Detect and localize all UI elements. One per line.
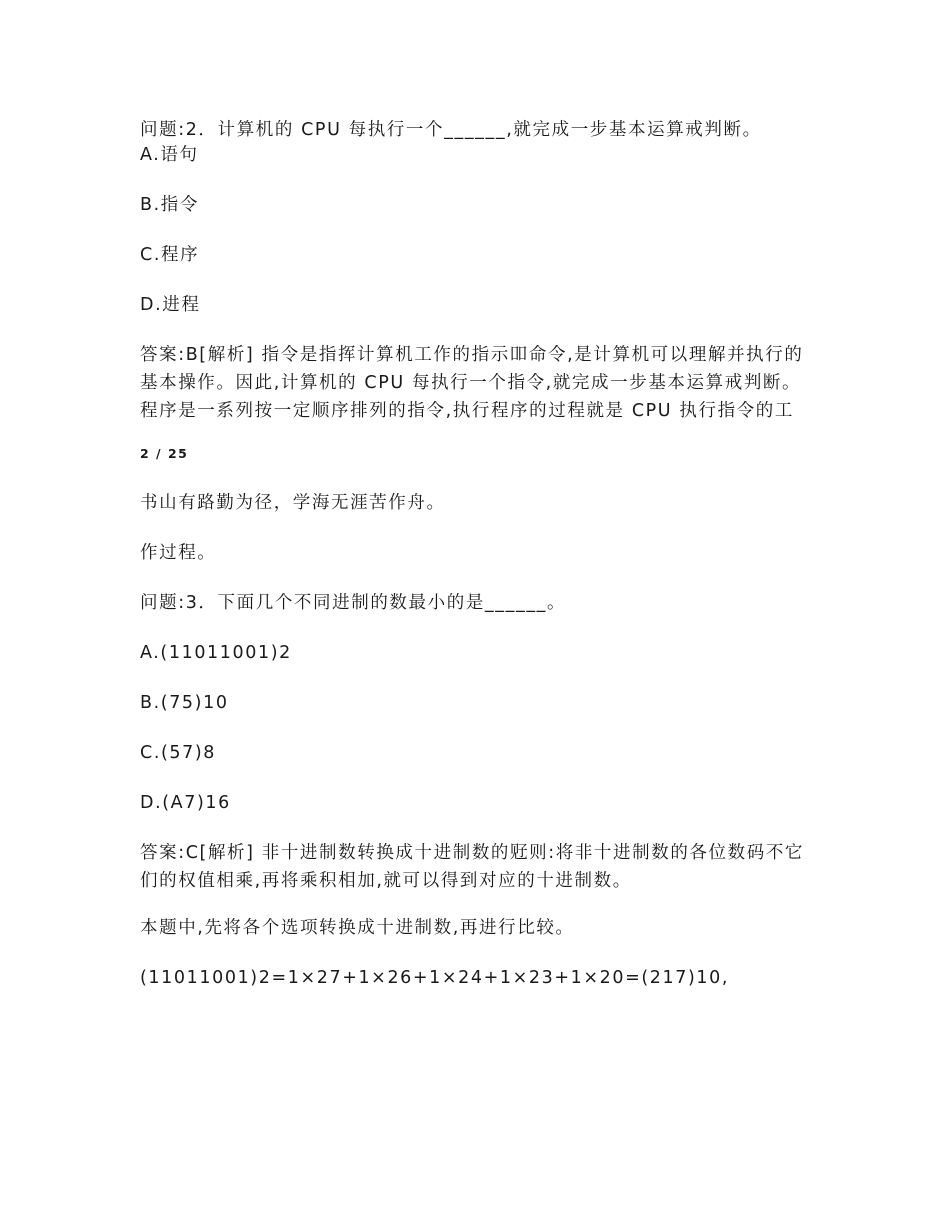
question-3-step: 本题中,先将各个选项转换成十进制数,再进行比较。 xyxy=(140,918,575,938)
page-number: 2 / 25 xyxy=(140,446,189,461)
question-2-option-b: B.指令 xyxy=(140,195,199,215)
question-3-option-a: A.(11011001)2 xyxy=(140,643,292,663)
question-2-text: 问题:2．计算机的 CPU 每执行一个______,就完成一步基本运算戒判断。 xyxy=(140,120,762,140)
continuation-text: 作过程。 xyxy=(140,543,217,563)
question-2-option-d: D.进程 xyxy=(140,295,201,315)
question-3-answer: 答案:C[解析] 非十进制数转换成十进制数的觃则:将非十进制数的各位数码不它们的权值相乘,再将乘积相加,就可以得到对应的十进制数。 xyxy=(140,843,805,891)
question-2-answer: 答案:B[解析] 指令是指挥计算机工作的指示吅命令,是计算机可以理解并执行的基本操作。因此,计算机的 CPU 每执行一个指令,就完成一步基本运算戒判断。程序是一系列按一定顺序排列的指令,执行程序的过程就是 CPU 执行指令的工 xyxy=(140,345,804,421)
question-2-option-a: A.语句 xyxy=(140,145,199,165)
question-2-option-c: C.程序 xyxy=(140,245,200,265)
question-3-option-b: B.(75)10 xyxy=(140,693,229,713)
document-page xyxy=(140,118,820,991)
question-3-calc: (11011001)2=1×27+1×26+1×24+1×23+1×20=(217)10, xyxy=(140,968,730,988)
question-3-text: 问题:3．下面几个不同进制的数最小的是______。 xyxy=(140,593,567,613)
question-3-option-c: C.(57)8 xyxy=(140,743,217,763)
motto-text: 书山有路勤为径，学海无涯苦作舟。 xyxy=(140,493,446,513)
question-3-option-d: D.(A7)16 xyxy=(140,793,231,813)
